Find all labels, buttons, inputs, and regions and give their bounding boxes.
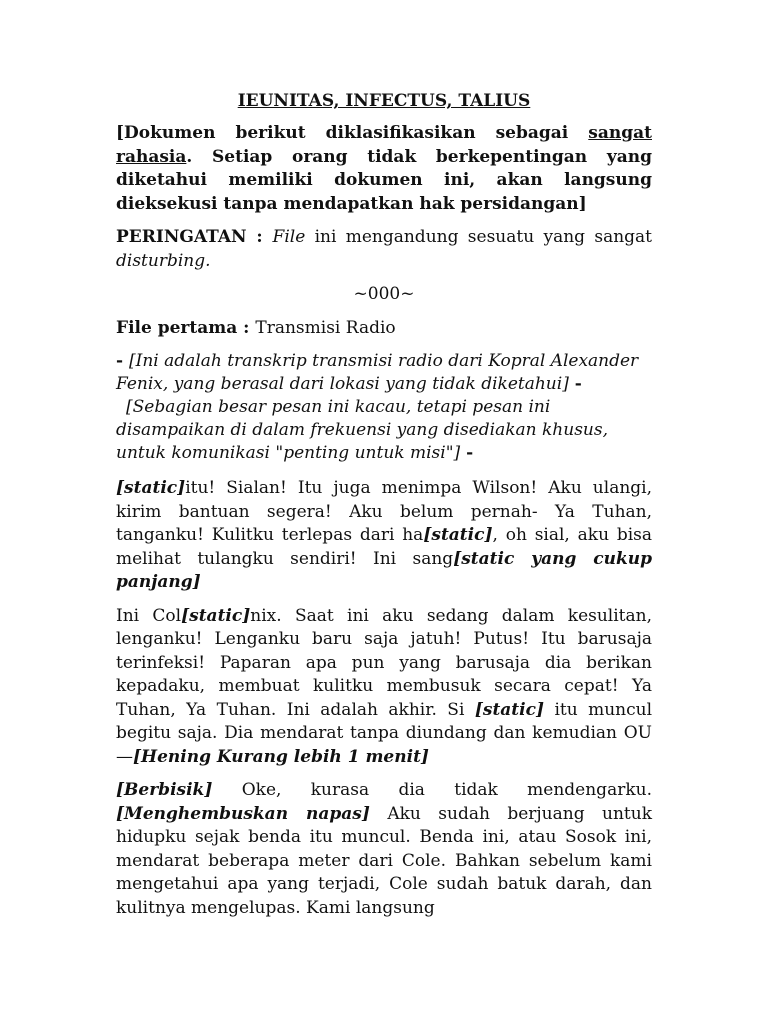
transcript-paragraph-3 bbox=[116, 779, 652, 920]
static-tag: [static] bbox=[181, 605, 251, 626]
file-heading-text: Transmisi Radio bbox=[255, 317, 396, 338]
paragraph-text: Ini Col bbox=[116, 605, 182, 626]
document-title: IEUNITAS, INFECTUS, TALIUS bbox=[237, 91, 531, 111]
static-tag: [static] bbox=[116, 478, 186, 498]
warning-italic-file: File bbox=[272, 227, 306, 247]
classification-text-end: . Setiap orang tidak berkepentingan yang diketahui memiliki dokumen ini, akan langsung dieksekusi tanpa mendapatkan hak persidangan] bbox=[116, 146, 652, 214]
exhale-tag: [Menghembuskan napas] bbox=[116, 803, 370, 824]
silence-tag: [Hening Kurang lebih 1 menit] bbox=[133, 746, 429, 767]
static-tag: [static] bbox=[474, 699, 545, 720]
classification-notice bbox=[116, 122, 652, 216]
warning-paragraph bbox=[116, 226, 652, 273]
warning-italic-disturbing: disturbing. bbox=[116, 250, 211, 271]
paragraph-text: itu! Sialan! Itu juga menimpa Wilson! Aku ulangi, kirim bantuan segera! Aku belum pernah- Ya Tuhan, tanganku! Kulitku terlepas dari ha bbox=[116, 478, 652, 545]
section-divider: ~000~ bbox=[353, 284, 415, 304]
note2-text: [Sebagian besar pesan ini kacau, tetapi pesan ini disampaikan di dalam frekuensi yang disediakan khusus, untuk komunikasi "penting untuk misi"] bbox=[116, 397, 609, 463]
note-dash: - bbox=[116, 351, 129, 371]
static-tag: [static] bbox=[423, 525, 493, 545]
note1-dash-end: - bbox=[568, 374, 582, 394]
note2-dash-end: - bbox=[460, 443, 474, 463]
whisper-tag: [Berbisik] bbox=[116, 780, 213, 800]
paragraph-text: nix. Saat ini aku sedang dalam kesulitan, lenganku! Lenganku baru saja jatuh! Putus! Itu barusaja terinfeksi! Paparan apa pun yang barusaja dia berikan kepadaku, membuat kulitku membusuk secara cepat! Ya Tuhan, Ya Tuhan. Ini adalah akhir. Si bbox=[116, 605, 653, 720]
warning-label: PERINGATAN : bbox=[116, 227, 273, 247]
note1-text: [Ini adalah transkrip transmisi radio dari Kopral Alexander Fenix, yang berasal dari lokasi yang tidak diketahui] bbox=[116, 351, 639, 394]
transcript-paragraph-1 bbox=[116, 477, 652, 595]
classification-text: [Dokumen berikut diklasifikasikan sebagai bbox=[116, 123, 589, 143]
paragraph-text: Aku sudah berjuang untuk hidupku sejak benda itu muncul. Benda ini, atau Sosok ini, mendarat beberapa meter dari Cole. Bahkan sebelum kami mengetahui apa yang terjadi, Cole sudah batuk darah, dan kulitnya mengelupas. Kami langsung bbox=[116, 803, 652, 918]
transcript-note bbox=[116, 350, 652, 465]
classification-highlight: sangat rahasia bbox=[116, 123, 652, 167]
static-tag: [static yang cukup panjang] bbox=[116, 548, 653, 592]
transcript-paragraph-2 bbox=[116, 605, 652, 770]
paragraph-text: itu muncul begitu saja. Dia mendarat tanpa diundang dan kemudian OU— bbox=[116, 699, 653, 767]
paragraph-text: , oh sial, aku bisa melihat tulangku sendiri! Ini sang bbox=[116, 525, 653, 569]
file-heading-label: File pertama : bbox=[116, 317, 256, 338]
warning-text: ini mengandung sesuatu yang sangat bbox=[305, 227, 653, 247]
file-heading bbox=[116, 317, 652, 341]
paragraph-text: Oke, kurasa dia tidak mendengarku. bbox=[212, 780, 652, 800]
